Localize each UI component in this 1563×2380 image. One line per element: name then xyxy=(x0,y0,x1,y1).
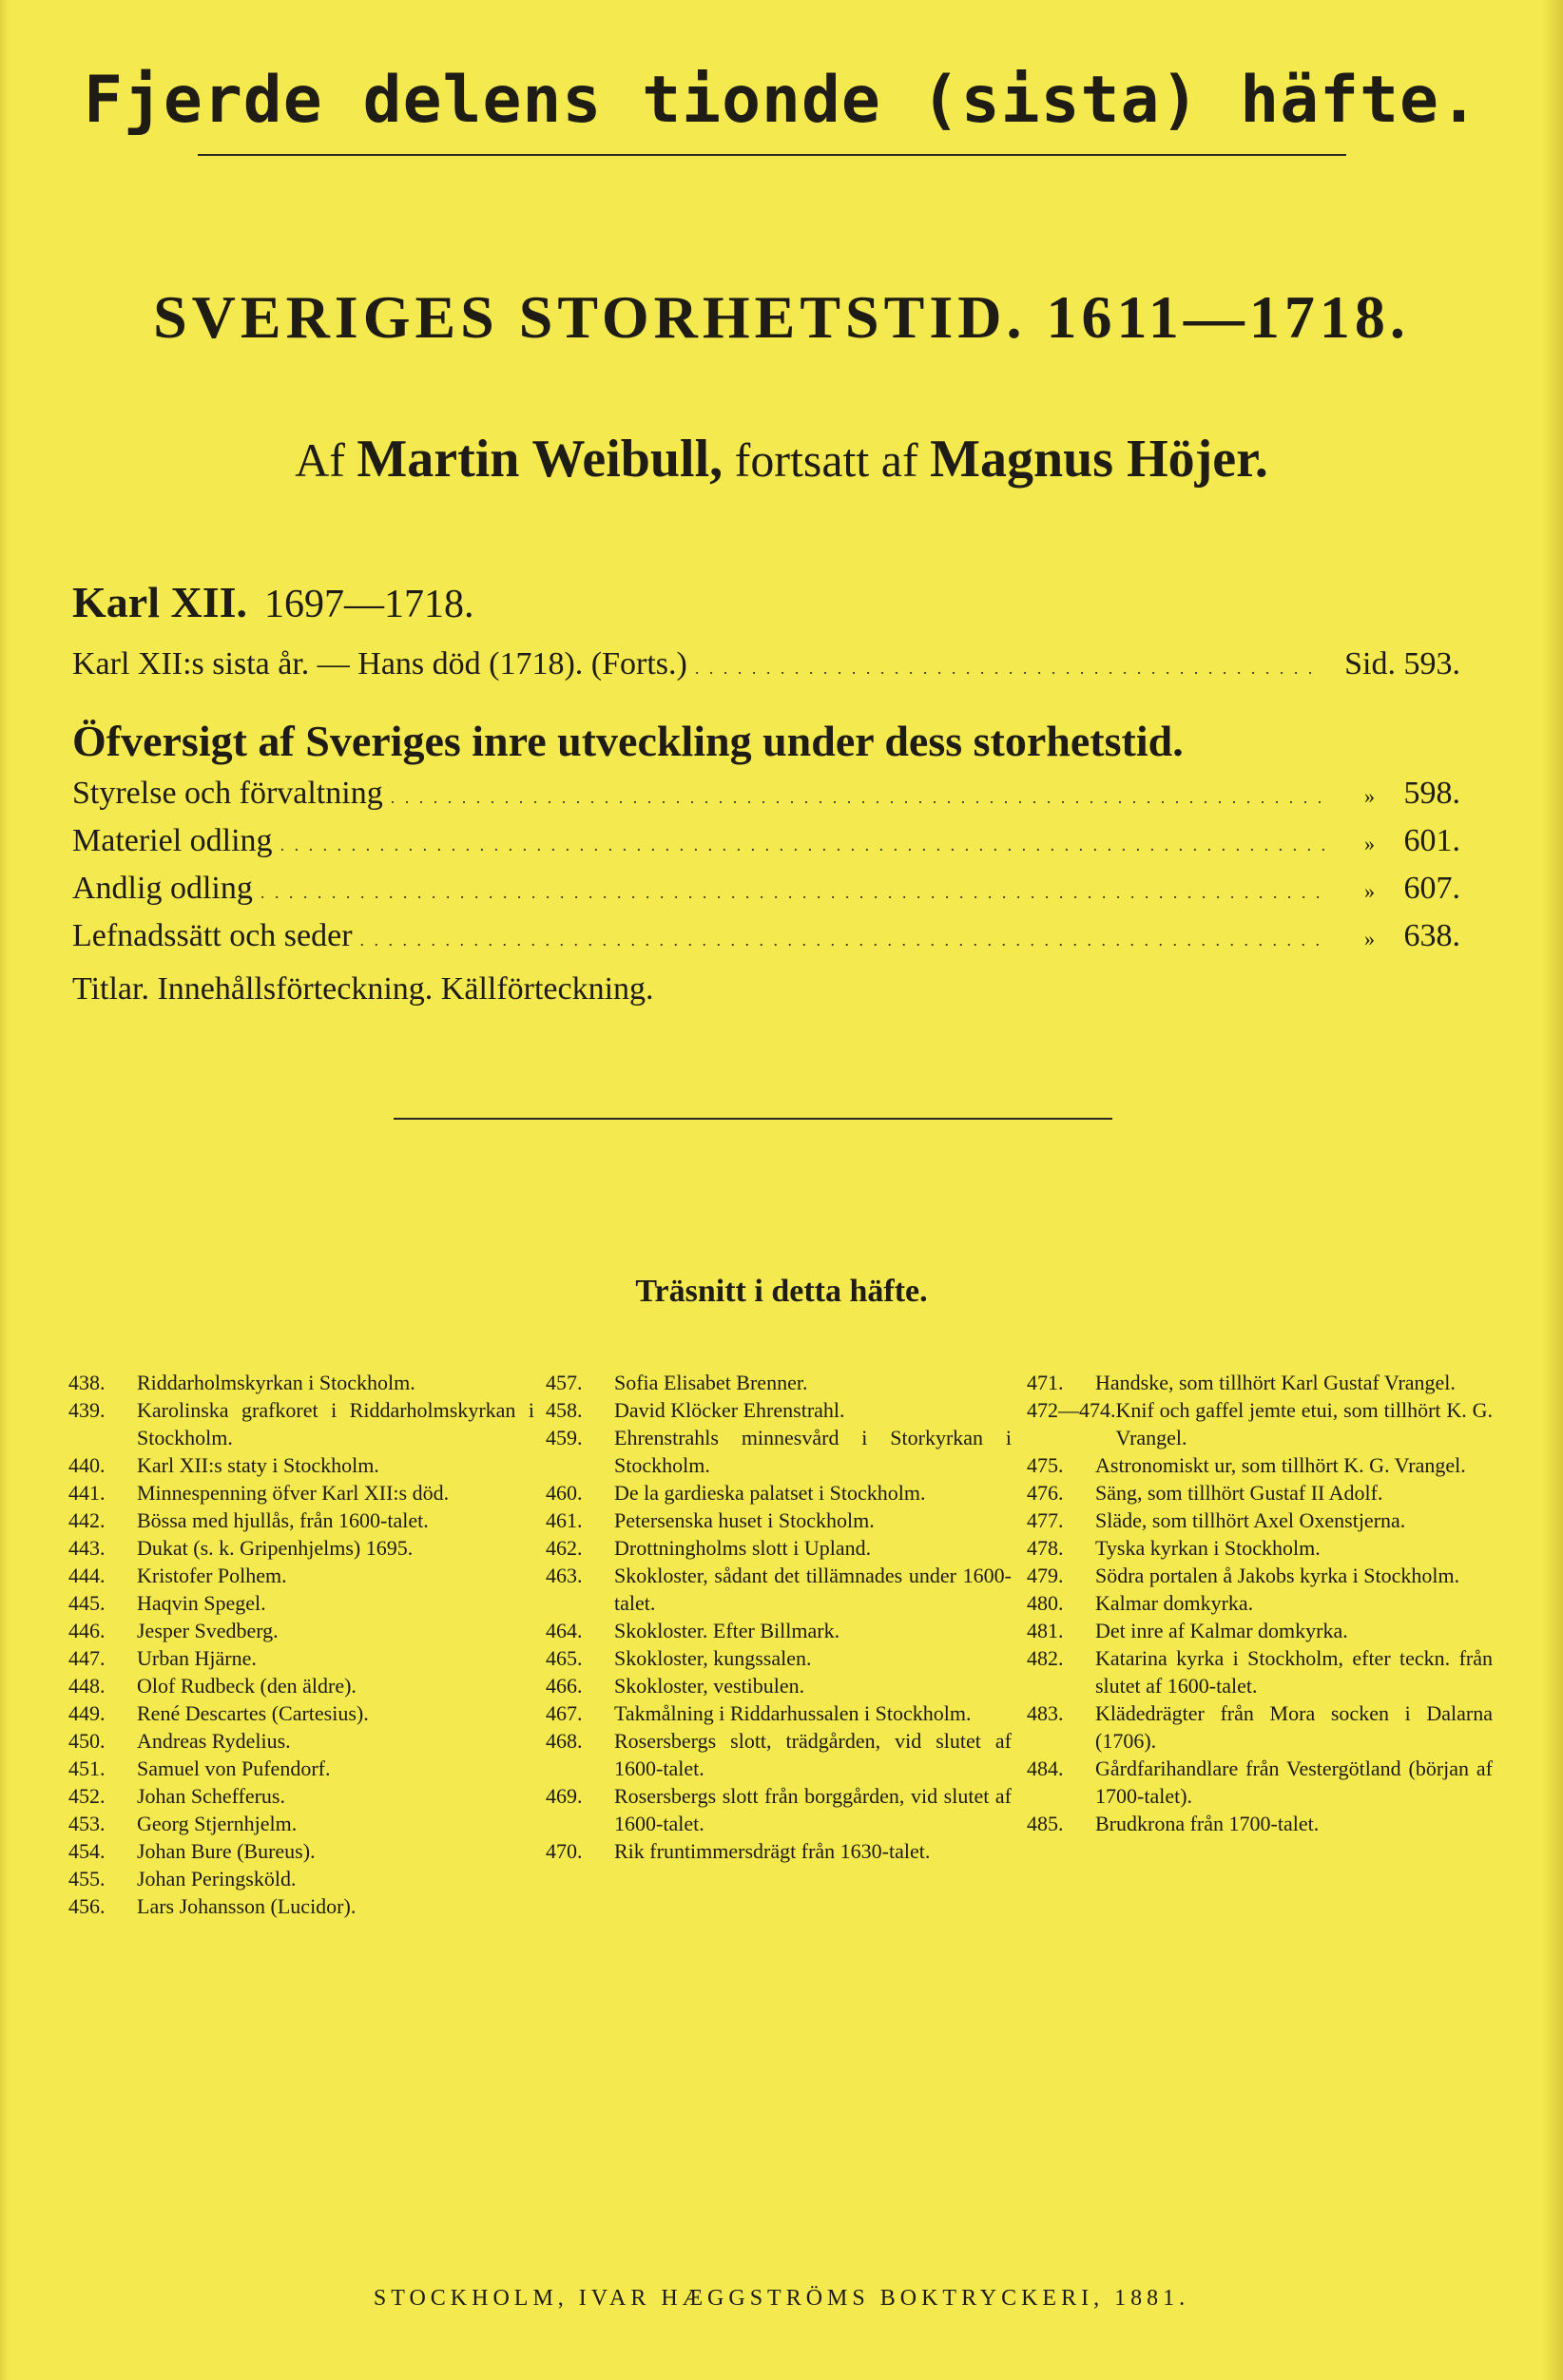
woodcut-entry xyxy=(546,1507,1012,1534)
woodcut-column-1 xyxy=(68,1369,534,1920)
woodcut-entry xyxy=(546,1479,1012,1507)
toc-row xyxy=(72,819,1460,863)
woodcut-number: 455. xyxy=(68,1867,106,1891)
woodcut-entry xyxy=(546,1782,1012,1837)
toc-page: Sid. 593. xyxy=(1344,646,1460,681)
woodcut-entry xyxy=(1027,1396,1493,1451)
woodcut-number: 454. xyxy=(68,1839,106,1863)
woodcut-entry xyxy=(68,1589,534,1617)
woodcut-caption: Haqvin Spegel. xyxy=(137,1591,266,1615)
woodcut-entry xyxy=(546,1369,1012,1396)
toc-row xyxy=(72,867,1460,911)
woodcut-entry xyxy=(1027,1755,1493,1810)
woodcut-caption: Karolinska grafkoret i Riddarholmskyrkan i Stockholm. xyxy=(137,1398,534,1449)
woodcut-caption: Astronomiskt ur, som tillhört K. G. Vrangel. xyxy=(1095,1453,1466,1477)
toc-page: 607. xyxy=(1403,871,1460,906)
woodcut-number: 453. xyxy=(68,1812,106,1835)
woodcut-caption: Dukat (s. k. Gripenhjelms) 1695. xyxy=(137,1536,414,1560)
leader-dots xyxy=(280,819,1329,867)
toc-label: Karl XII:s sista år. — Hans död (1718). (Forts.) xyxy=(72,646,687,681)
woodcut-caption: Släde, som tillhört Axel Oxenstjerna. xyxy=(1095,1508,1406,1532)
woodcut-number: 478. xyxy=(1027,1536,1064,1560)
king-heading xyxy=(72,578,474,629)
woodcut-caption: Tyska kyrkan i Stockholm. xyxy=(1095,1536,1321,1560)
woodcut-entry xyxy=(546,1727,1012,1782)
woodcut-number: 470. xyxy=(546,1839,583,1863)
woodcut-entry xyxy=(68,1782,534,1810)
byline-prefix: Af xyxy=(295,433,345,487)
woodcut-caption: Knif och gaffel jemte etui, som tillhört K. G. Vrangel. xyxy=(1115,1398,1493,1449)
woodcut-number: 475. xyxy=(1027,1453,1064,1477)
section-heading: Öfversigt af Sveriges inre utveckling under dess storhetstid. xyxy=(72,717,1184,765)
woodcut-entry xyxy=(546,1617,1012,1644)
woodcut-caption: Det inre af Kalmar domkyrka. xyxy=(1095,1619,1348,1642)
woodcut-caption: Skokloster, vestibulen. xyxy=(614,1674,805,1698)
toc-row xyxy=(72,643,1460,686)
woodcut-caption: Olof Rudbeck (den äldre). xyxy=(137,1674,357,1698)
woodcut-number: 458. xyxy=(546,1398,583,1422)
woodcut-entry xyxy=(68,1672,534,1699)
woodcut-caption: Rik fruntimmersdrägt från 1630-talet. xyxy=(614,1839,931,1863)
part-title: Fjerde delens tionde (sista) häfte. xyxy=(84,63,1479,138)
top-divider xyxy=(198,154,1346,156)
author-weibull: Martin Weibull, xyxy=(357,430,724,489)
woodcut-caption: Katarina kyrka i Stockholm, efter teckn. från slutet af 1600-talet. xyxy=(1095,1646,1493,1698)
woodcut-number: 446. xyxy=(68,1619,106,1642)
toc-label: Styrelse och förvaltning xyxy=(72,776,383,811)
woodcut-number: 459. xyxy=(546,1426,583,1449)
woodcut-caption: Säng, som tillhört Gustaf II Adolf. xyxy=(1095,1481,1383,1505)
woodcut-entry xyxy=(546,1837,1012,1865)
woodcut-entry xyxy=(68,1562,534,1589)
woodcut-number: 444. xyxy=(68,1564,106,1587)
woodcut-caption: Georg Stjernhjelm. xyxy=(137,1812,298,1835)
middle-divider xyxy=(394,1118,1112,1120)
woodcut-caption: Klädedrägter från Mora socken i Dalarna (1706). xyxy=(1095,1701,1493,1753)
main-title: SVERIGES STORHETSTID. 1611—1718. xyxy=(153,283,1410,351)
woodcut-caption: Södra portalen å Jakobs kyrka i Stockholm. xyxy=(1095,1564,1460,1587)
woodcut-number: 452. xyxy=(68,1784,106,1808)
printer-footer: STOCKHOLM, IVAR HÆGGSTRÖMS BOKTRYCKERI, 1881. xyxy=(373,2286,1190,2311)
woodcut-entry xyxy=(1027,1699,1493,1755)
toc-row xyxy=(72,772,1460,816)
woodcut-number: 479. xyxy=(1027,1564,1064,1587)
woodcut-number: 482. xyxy=(1027,1646,1064,1670)
woodcut-caption: Handske, som tillhört Karl Gustaf Vrangel. xyxy=(1095,1371,1456,1394)
woodcut-column-3 xyxy=(1027,1369,1493,1837)
woodcut-number: 464. xyxy=(546,1619,583,1642)
woodcut-caption: Brudkrona från 1700-talet. xyxy=(1095,1812,1320,1835)
woodcut-number: 465. xyxy=(546,1646,583,1670)
woodcut-caption: Gårdfarihandlare från Vestergötland (början af 1700-talet). xyxy=(1095,1756,1493,1808)
woodcut-entry xyxy=(1027,1589,1493,1617)
woodcut-entry xyxy=(68,1699,534,1727)
woodcut-entry xyxy=(68,1369,534,1396)
woodcut-caption: Kristofer Polhem. xyxy=(137,1564,287,1587)
woodcut-number: 442. xyxy=(68,1508,106,1532)
woodcut-entry xyxy=(1027,1507,1493,1534)
woodcut-number: 467. xyxy=(546,1701,583,1725)
woodcut-entry xyxy=(546,1672,1012,1699)
toc-ditto-mark: » xyxy=(1364,832,1375,855)
woodcut-number: 447. xyxy=(68,1646,106,1670)
woodcut-caption: Takmålning i Riddarhussalen i Stockholm. xyxy=(614,1701,972,1725)
woodcut-entry xyxy=(68,1865,534,1892)
woodcut-number: 480. xyxy=(1027,1591,1064,1615)
woodcut-entry xyxy=(546,1644,1012,1672)
woodcut-entry xyxy=(68,1507,534,1534)
woodcut-number: 471. xyxy=(1027,1371,1064,1394)
woodcut-number: 477. xyxy=(1027,1508,1064,1532)
woodcut-column-2 xyxy=(546,1369,1012,1865)
woodcut-caption: Skokloster, kungssalen. xyxy=(614,1646,812,1670)
byline-middle: fortsatt af xyxy=(734,433,918,487)
woodcut-number: 438. xyxy=(68,1371,106,1394)
woodcut-caption: Riddarholmskyrkan i Stockholm. xyxy=(137,1371,415,1394)
woodcut-caption: Skokloster, sådant det tillämnades under 1600-talet. xyxy=(614,1564,1012,1615)
woodcut-number: 456. xyxy=(68,1894,106,1918)
woodcut-entry xyxy=(1027,1644,1493,1699)
woodcut-entry xyxy=(1027,1369,1493,1396)
woodcut-number: 443. xyxy=(68,1536,106,1560)
toc-row xyxy=(72,914,1460,958)
woodcut-number: 472—474. xyxy=(1027,1398,1116,1422)
woodcut-number: 457. xyxy=(546,1371,583,1394)
woodcut-caption: Jesper Svedberg. xyxy=(137,1619,279,1642)
woodcut-number: 481. xyxy=(1027,1619,1064,1642)
woodcut-caption: David Klöcker Ehrenstrahl. xyxy=(614,1398,845,1422)
woodcut-caption: Sofia Elisabet Brenner. xyxy=(614,1371,808,1394)
paper-edge-left xyxy=(0,0,10,2380)
byline xyxy=(0,430,1563,489)
woodcut-number: 461. xyxy=(546,1508,583,1532)
woodcut-entry xyxy=(68,1617,534,1644)
woodcut-entry xyxy=(68,1644,534,1672)
woodcut-entry xyxy=(68,1396,534,1451)
author-hojer: Magnus Höjer. xyxy=(930,430,1268,489)
woodcut-caption: Lars Johansson (Lucidor). xyxy=(137,1894,357,1918)
woodcut-number: 445. xyxy=(68,1591,106,1615)
woodcut-entry xyxy=(68,1727,534,1755)
woodcut-caption: Samuel von Pufendorf. xyxy=(137,1756,331,1780)
toc-page: 598. xyxy=(1403,776,1460,811)
woodcut-caption: Petersenska huset i Stockholm. xyxy=(614,1508,875,1532)
toc-page: 601. xyxy=(1403,823,1460,858)
appendix-line: Titlar. Innehållsförteckning. Källförteckning. xyxy=(72,971,654,1007)
woodcut-number: 466. xyxy=(546,1674,583,1698)
toc-label: Materiel odling xyxy=(72,823,273,858)
woodcut-entry xyxy=(1027,1810,1493,1837)
woodcut-caption: Johan Schefferus. xyxy=(137,1784,285,1808)
woodcut-caption: Karl XII:s staty i Stockholm. xyxy=(137,1453,379,1477)
woodcut-caption: Rosersbergs slott från borggården, vid slutet af 1600-talet. xyxy=(614,1784,1012,1835)
woodcut-entry xyxy=(1027,1534,1493,1562)
woodcut-caption: Kalmar domkyrka. xyxy=(1095,1591,1254,1615)
king-years: 1697—1718. xyxy=(264,583,474,626)
paper-edge-right xyxy=(1542,0,1563,2380)
woodcut-number: 440. xyxy=(68,1453,106,1477)
leader-dots xyxy=(391,772,1329,819)
woodcut-caption: Johan Bure (Bureus). xyxy=(137,1839,316,1863)
woodcut-heading: Träsnitt i detta häfte. xyxy=(635,1274,928,1309)
woodcut-caption: Rosersbergs slott, trädgården, vid slutet af 1600-talet. xyxy=(614,1729,1012,1780)
woodcut-entry xyxy=(68,1892,534,1920)
woodcut-entry xyxy=(1027,1562,1493,1589)
woodcut-number: 451. xyxy=(68,1756,106,1780)
woodcut-entry xyxy=(68,1534,534,1562)
woodcut-caption: De la gardieska palatset i Stockholm. xyxy=(614,1481,926,1505)
toc-ditto-mark: » xyxy=(1364,879,1375,903)
woodcut-number: 469. xyxy=(546,1784,583,1808)
woodcut-caption: Drottningholms slott i Upland. xyxy=(614,1536,872,1560)
woodcut-caption: René Descartes (Cartesius). xyxy=(137,1701,369,1725)
woodcut-number: 485. xyxy=(1027,1812,1064,1835)
leader-dots xyxy=(360,914,1329,962)
woodcut-entry xyxy=(68,1810,534,1837)
woodcut-number: 448. xyxy=(68,1674,106,1698)
woodcut-entry xyxy=(68,1479,534,1507)
woodcut-number: 484. xyxy=(1027,1756,1064,1780)
woodcut-caption: Skokloster. Efter Billmark. xyxy=(614,1619,840,1642)
woodcut-entry xyxy=(546,1534,1012,1562)
woodcut-caption: Urban Hjärne. xyxy=(137,1646,257,1670)
woodcut-number: 450. xyxy=(68,1729,106,1753)
leader-dots xyxy=(695,643,1320,690)
woodcut-number: 449. xyxy=(68,1701,106,1725)
king-name: Karl XII. xyxy=(72,578,247,626)
woodcut-entry xyxy=(1027,1617,1493,1644)
toc-page: 638. xyxy=(1403,918,1460,953)
woodcut-entry xyxy=(68,1837,534,1865)
woodcut-entry xyxy=(546,1562,1012,1617)
woodcut-number: 460. xyxy=(546,1481,583,1505)
woodcut-number: 463. xyxy=(546,1564,583,1587)
toc-label: Lefnadssätt och seder xyxy=(72,918,353,953)
woodcut-entry xyxy=(546,1424,1012,1479)
woodcut-entry xyxy=(1027,1451,1493,1479)
woodcut-number: 441. xyxy=(68,1481,106,1505)
toc-ditto-mark: » xyxy=(1364,784,1375,808)
woodcut-number: 462. xyxy=(546,1536,583,1560)
woodcut-caption: Andreas Rydelius. xyxy=(137,1729,291,1753)
woodcut-number: 439. xyxy=(68,1398,106,1422)
woodcut-entry xyxy=(1027,1479,1493,1507)
woodcut-caption: Minnespenning öfver Karl XII:s död. xyxy=(137,1481,450,1505)
woodcut-entry xyxy=(546,1699,1012,1727)
woodcut-caption: Ehrenstrahls minnesvård i Storkyrkan i Stockholm. xyxy=(614,1426,1012,1477)
woodcut-number: 468. xyxy=(546,1729,583,1753)
woodcut-entry xyxy=(68,1755,534,1782)
leader-dots xyxy=(260,867,1329,914)
woodcut-number: 483. xyxy=(1027,1701,1064,1725)
woodcut-caption: Bössa med hjullås, från 1600-talet. xyxy=(137,1508,429,1532)
toc-label: Andlig odling xyxy=(72,871,253,906)
woodcut-entry xyxy=(546,1396,1012,1424)
woodcut-entry xyxy=(68,1451,534,1479)
toc-ditto-mark: » xyxy=(1364,927,1375,950)
woodcut-number: 476. xyxy=(1027,1481,1064,1505)
woodcut-caption: Johan Peringsköld. xyxy=(137,1867,297,1891)
